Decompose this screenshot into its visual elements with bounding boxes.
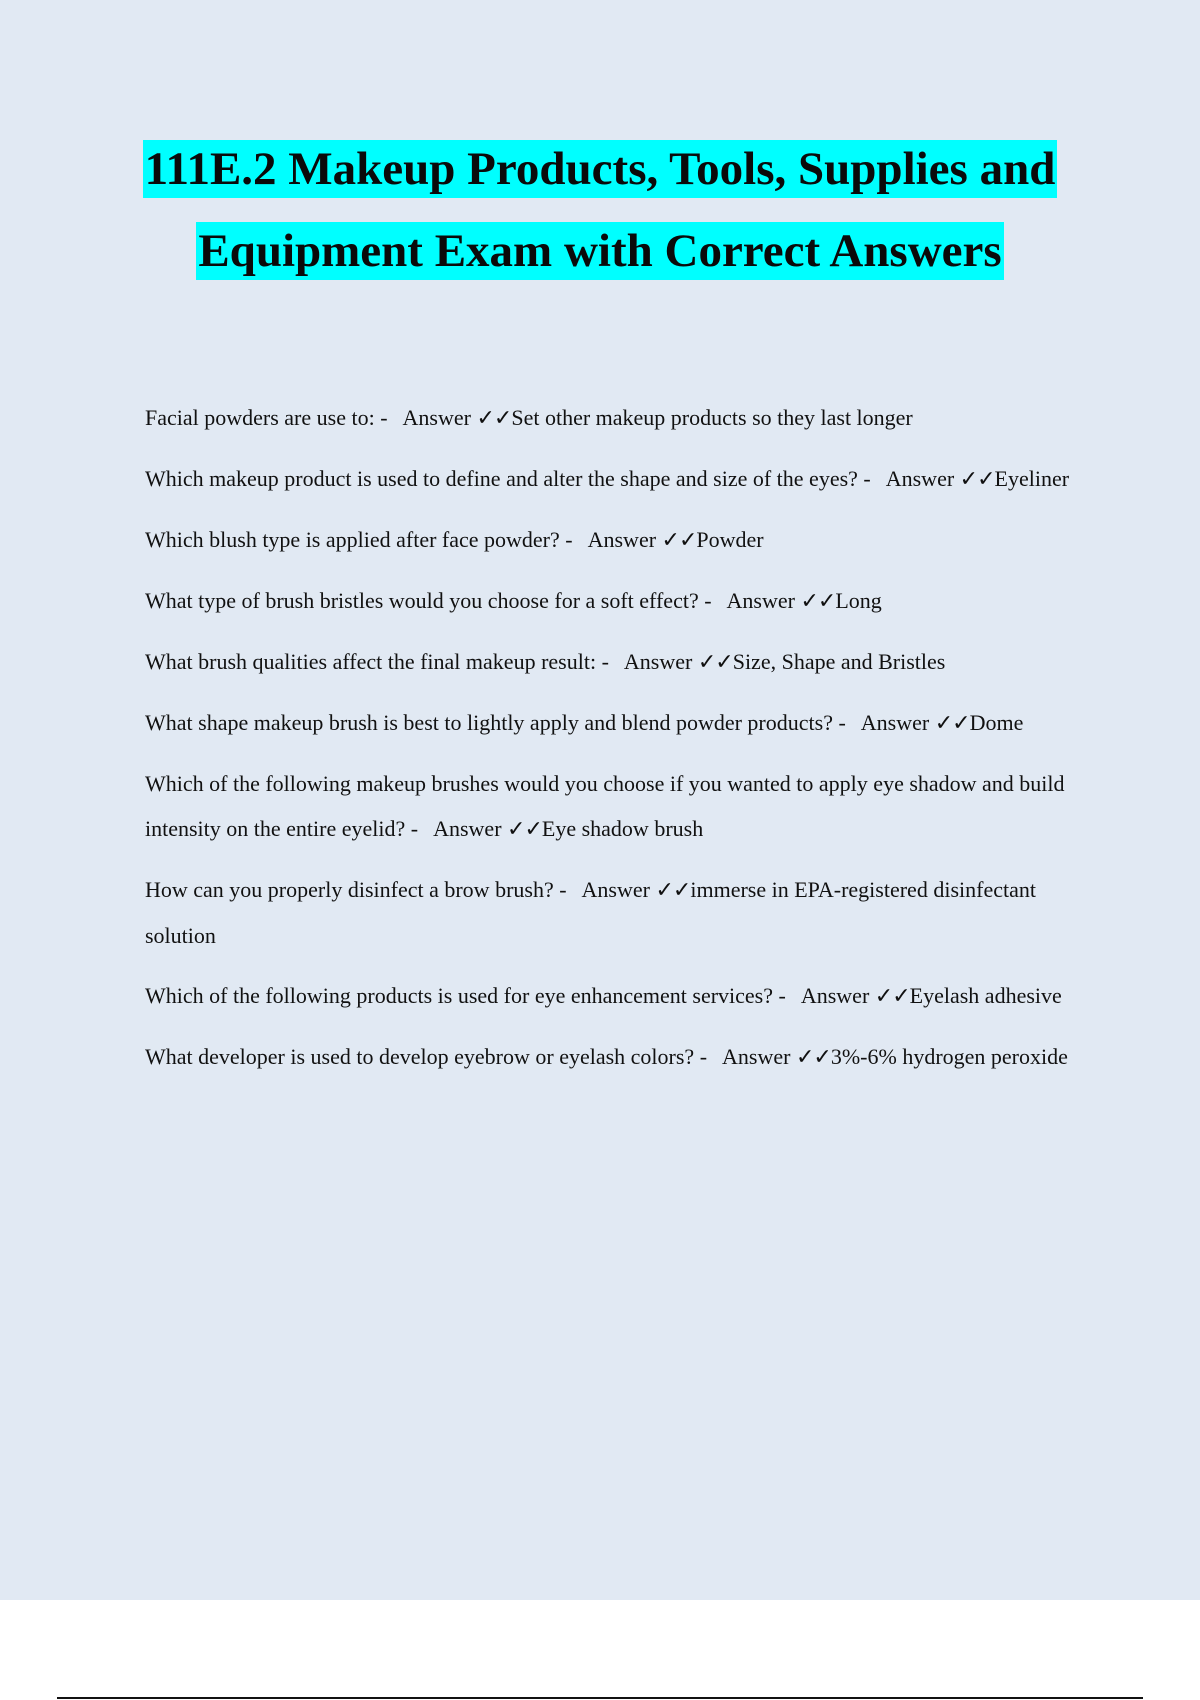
- answer-separator: -: [559, 877, 567, 902]
- double-check-icon: ✓✓: [959, 467, 995, 492]
- question-text: Which makeup product is used to define and alter the shape and size of the eyes?: [145, 466, 858, 491]
- answer-label: Answer: [800, 983, 870, 1008]
- question-text: Which of the following products is used for eye enhancement services?: [145, 983, 774, 1008]
- qa-item: [145, 517, 1075, 563]
- qa-item: [145, 973, 1075, 1019]
- double-check-icon: ✓✓: [874, 984, 910, 1009]
- answer-separator: -: [601, 649, 609, 674]
- qa-item: [145, 639, 1075, 685]
- answer-text: Eyeliner: [994, 466, 1070, 491]
- answer-separator: -: [380, 405, 388, 430]
- answer-label: Answer: [726, 588, 795, 613]
- title-line-1: 111E.2 Makeup Products, Tools, Supplies and: [143, 140, 1058, 198]
- question-text: Which of the following makeup brushes would you choose if you wanted to apply eye shadow and build intensity on the entire eyelid?: [145, 771, 1065, 841]
- answer-label: Answer: [433, 816, 502, 841]
- qa-item: [145, 1034, 1075, 1080]
- qa-item: [145, 395, 1075, 441]
- answer-text: Long: [835, 588, 882, 613]
- question-text: Facial powders are use to:: [145, 405, 375, 430]
- answer-separator: -: [699, 1044, 708, 1069]
- qa-item: [145, 578, 1075, 624]
- answer-text: 3%-6% hydrogen peroxide: [830, 1044, 1068, 1069]
- answer-text: immerse in EPA-registered disinfectant solution: [145, 877, 1036, 948]
- qa-item: [145, 700, 1075, 746]
- answer-label: Answer: [860, 710, 930, 735]
- double-check-icon: ✓✓: [795, 1045, 831, 1070]
- answer-text: Dome: [969, 710, 1024, 735]
- answer-label: Answer: [885, 466, 955, 491]
- answer-separator: -: [863, 466, 871, 491]
- answer-separator: -: [838, 710, 846, 735]
- question-text: What brush qualities affect the final makeup result:: [145, 649, 597, 674]
- double-check-icon: ✓✓: [661, 528, 697, 553]
- double-check-icon: ✓✓: [697, 650, 733, 675]
- footer-divider: [57, 1697, 1143, 1699]
- answer-label: Answer: [722, 1044, 791, 1069]
- answer-text: Eye shadow brush: [541, 816, 704, 841]
- answer-text: Eyelash adhesive: [909, 983, 1062, 1008]
- question-text: How can you properly disinfect a brow brush?: [145, 877, 554, 902]
- question-answer-list: [145, 395, 1075, 1095]
- question-text: Which blush type is applied after face powder?: [145, 527, 560, 552]
- answer-separator: -: [565, 527, 573, 552]
- double-check-icon: ✓✓: [800, 589, 836, 614]
- answer-label: Answer: [402, 405, 471, 430]
- qa-item: [145, 456, 1075, 502]
- answer-label: Answer: [581, 877, 650, 902]
- answer-label: Answer: [587, 527, 657, 552]
- title-line-2: Equipment Exam with Correct Answers: [196, 222, 1003, 280]
- double-check-icon: ✓✓: [934, 711, 970, 736]
- qa-item: [145, 867, 1075, 958]
- answer-separator: -: [410, 816, 419, 841]
- answer-separator: -: [778, 983, 786, 1008]
- double-check-icon: ✓✓: [476, 406, 512, 431]
- answer-separator: -: [704, 588, 712, 613]
- answer-text: Size, Shape and Bristles: [732, 649, 946, 674]
- double-check-icon: ✓✓: [507, 817, 542, 842]
- question-text: What type of brush bristles would you choose for a soft effect?: [145, 588, 699, 613]
- answer-label: Answer: [623, 649, 693, 674]
- question-text: What developer is used to develop eyebrow or eyelash colors?: [145, 1044, 695, 1069]
- document-title: [0, 140, 1200, 304]
- answer-text: Powder: [696, 527, 764, 552]
- double-check-icon: ✓✓: [655, 878, 691, 903]
- answer-text: Set other makeup products so they last longer: [511, 405, 913, 430]
- qa-item: [145, 761, 1075, 852]
- question-text: What shape makeup brush is best to lightly apply and blend powder products?: [145, 710, 833, 735]
